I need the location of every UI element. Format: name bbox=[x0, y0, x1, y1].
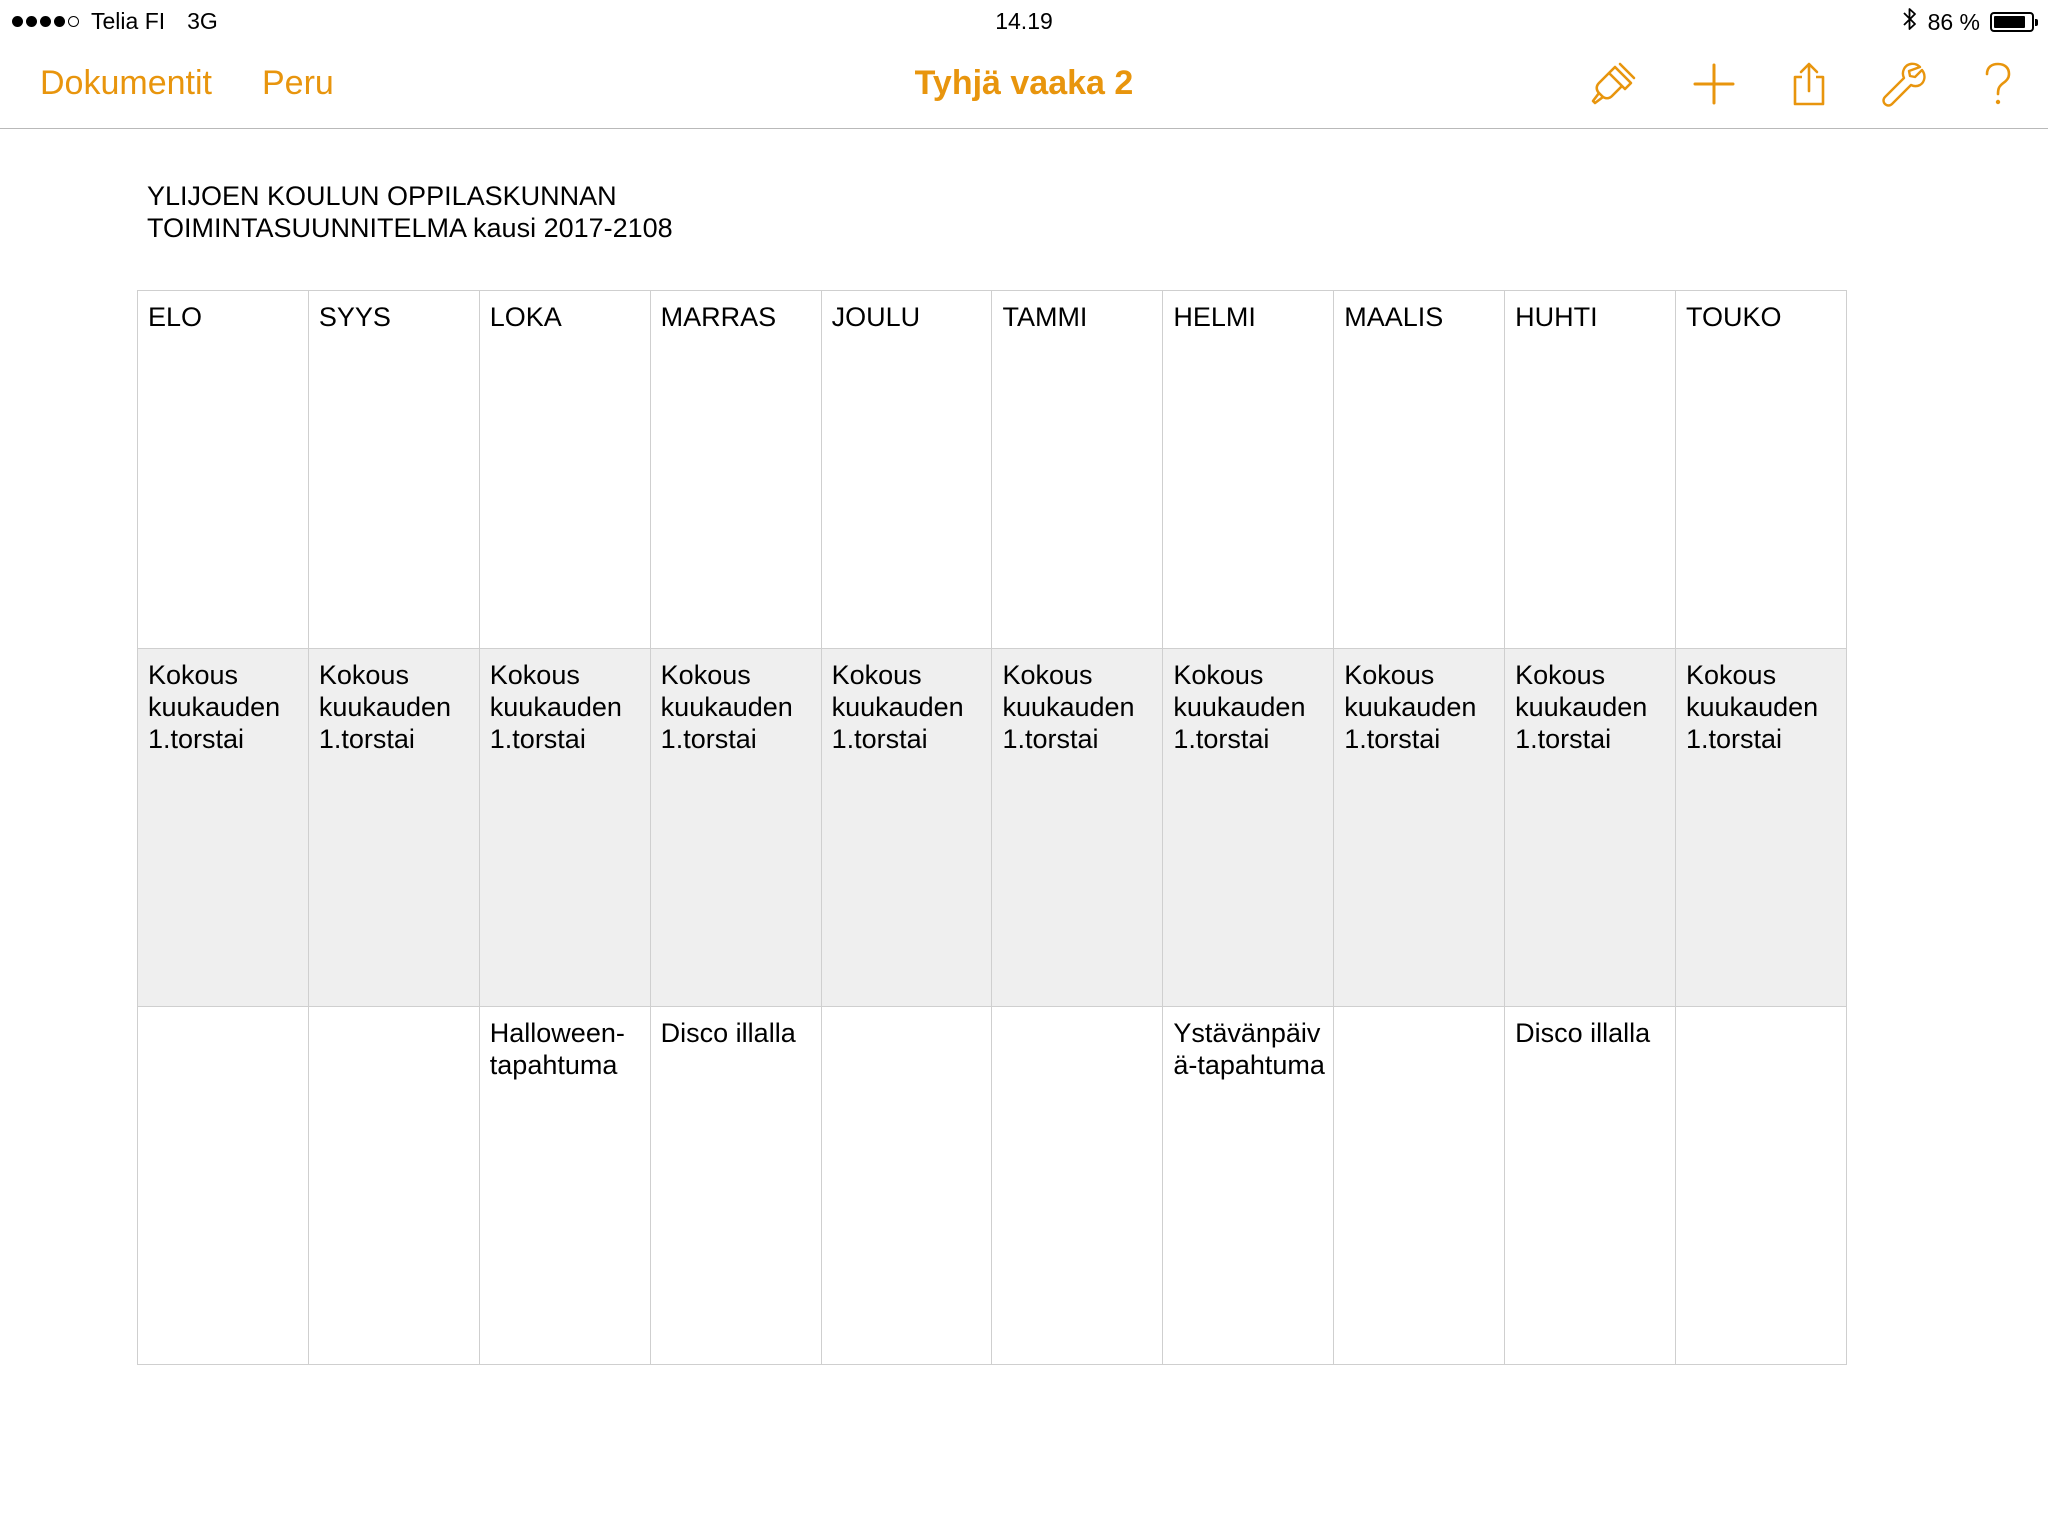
help-icon[interactable] bbox=[1970, 58, 2026, 110]
status-right bbox=[1902, 6, 2034, 38]
meetings-row bbox=[138, 649, 1847, 1007]
document-heading bbox=[147, 180, 673, 244]
event-cell[interactable] bbox=[308, 1007, 479, 1365]
event-cell[interactable]: Ystävänpäivä-tapahtuma bbox=[1163, 1007, 1334, 1365]
event-cell[interactable]: Halloween-tapahtuma bbox=[479, 1007, 650, 1365]
month-cell[interactable]: JOULU bbox=[821, 291, 992, 649]
network-type: 3G bbox=[187, 8, 218, 34]
meeting-cell[interactable]: Kokous kuukauden 1.torstai bbox=[1163, 649, 1334, 1007]
meeting-cell[interactable]: Kokous kuukauden 1.torstai bbox=[650, 649, 821, 1007]
plan-table[interactable] bbox=[137, 290, 1847, 1365]
paintbrush-icon[interactable] bbox=[1585, 58, 1641, 110]
meeting-cell[interactable]: Kokous kuukauden 1.torstai bbox=[1334, 649, 1505, 1007]
wrench-icon[interactable] bbox=[1875, 58, 1931, 110]
meeting-cell[interactable]: Kokous kuukauden 1.torstai bbox=[138, 649, 309, 1007]
month-cell[interactable]: ELO bbox=[138, 291, 309, 649]
event-cell[interactable]: Disco illalla bbox=[650, 1007, 821, 1365]
meeting-cell[interactable]: Kokous kuukauden 1.torstai bbox=[479, 649, 650, 1007]
event-cell[interactable]: Disco illalla bbox=[1505, 1007, 1676, 1365]
status-bar bbox=[0, 0, 2048, 40]
meeting-cell[interactable]: Kokous kuukauden 1.torstai bbox=[308, 649, 479, 1007]
event-cell[interactable] bbox=[1676, 1007, 1847, 1365]
event-cell[interactable] bbox=[992, 1007, 1163, 1365]
event-cell[interactable] bbox=[138, 1007, 309, 1365]
month-cell[interactable]: SYYS bbox=[308, 291, 479, 649]
month-cell[interactable]: MARRAS bbox=[650, 291, 821, 649]
meeting-cell[interactable]: Kokous kuukauden 1.torstai bbox=[1676, 649, 1847, 1007]
month-cell[interactable]: HUHTI bbox=[1505, 291, 1676, 649]
carrier-label: Telia FI bbox=[91, 8, 166, 34]
cancel-button[interactable]: Peru bbox=[262, 64, 334, 102]
toolbar bbox=[0, 40, 2048, 129]
event-cell[interactable] bbox=[1334, 1007, 1505, 1365]
meeting-cell[interactable]: Kokous kuukauden 1.torstai bbox=[992, 649, 1163, 1007]
status-time: 14.19 bbox=[995, 8, 1053, 34]
event-cell[interactable] bbox=[821, 1007, 992, 1365]
share-icon[interactable] bbox=[1781, 58, 1837, 110]
month-cell[interactable]: LOKA bbox=[479, 291, 650, 649]
document-heading-line2: TOIMINTASUUNNITELMA kausi 2017-2108 bbox=[147, 213, 673, 243]
battery-percent: 86 % bbox=[1927, 8, 1980, 35]
documents-button[interactable]: Dokumentit bbox=[40, 64, 212, 102]
battery-icon bbox=[1990, 12, 2034, 32]
document-heading-line1: YLIJOEN KOULUN OPPILASKUNNAN bbox=[147, 181, 617, 211]
events-row bbox=[138, 1007, 1847, 1365]
month-cell[interactable]: HELMI bbox=[1163, 291, 1334, 649]
month-cell[interactable]: MAALIS bbox=[1334, 291, 1505, 649]
months-row bbox=[138, 291, 1847, 649]
meeting-cell[interactable]: Kokous kuukauden 1.torstai bbox=[1505, 649, 1676, 1007]
bluetooth-icon bbox=[1902, 6, 1918, 38]
month-cell[interactable]: TOUKO bbox=[1676, 291, 1847, 649]
plus-icon[interactable] bbox=[1686, 58, 1742, 110]
meeting-cell[interactable]: Kokous kuukauden 1.torstai bbox=[821, 649, 992, 1007]
month-cell[interactable]: TAMMI bbox=[992, 291, 1163, 649]
document-title: Tyhjä vaaka 2 bbox=[914, 64, 1134, 102]
